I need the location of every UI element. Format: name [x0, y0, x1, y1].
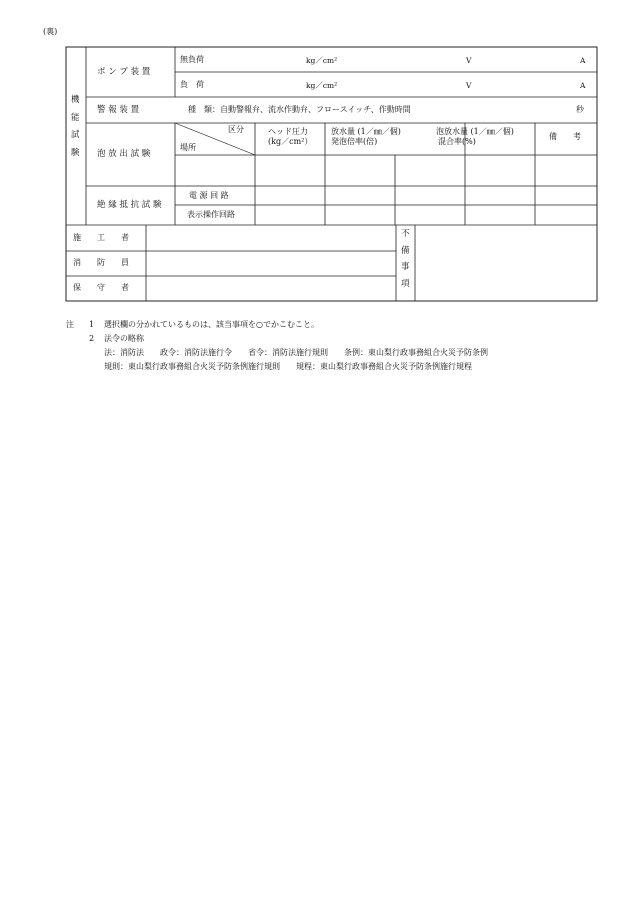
- insulation-label: 絶 縁 抵 抗 試 験: [97, 200, 162, 210]
- side-label: (裏): [43, 27, 58, 36]
- foam-header-foam-discharge-1: 泡放水量 (1／㎜／個): [436, 127, 514, 136]
- foam-header-foam-discharge-2: 混合率(%): [438, 137, 476, 146]
- function-test-label: 機 能 試 験: [71, 95, 80, 158]
- pump-noload-label: 無負荷: [180, 55, 204, 64]
- alarm-unit: 秒: [576, 105, 584, 114]
- fire-officer-label: 消 防 員: [73, 258, 129, 267]
- foam-header-pressure-1: ヘッド圧力: [268, 127, 308, 136]
- foam-header-basho: 場所: [180, 143, 196, 152]
- foam-header-discharge-1: 放水量 (1／㎜／個): [331, 127, 401, 136]
- pump-load-label: 負 荷: [180, 80, 204, 89]
- defects-label: 不 備 事 項: [401, 229, 410, 289]
- pump-noload-amp-unit: A: [580, 56, 586, 65]
- note-1-number: 1: [89, 320, 95, 329]
- note-1-text: 選択欄の分かれているものは、該当事項を○でかこむこと。: [104, 320, 319, 329]
- foam-header-discharge-2: 発泡倍率(倍): [331, 137, 378, 146]
- contractor-label: 施 工 者: [73, 233, 129, 242]
- note-2-number: 2: [89, 334, 95, 343]
- foam-header-kubun: 区分: [228, 125, 244, 134]
- foam-header-remarks: 備 考: [549, 132, 581, 141]
- insulation-display-circuit: 表示操作回路: [187, 210, 235, 219]
- abbreviations-line-2: 規則：東山梨行政事務組合火災予防条例施行規則 規程：東山梨行政事務組合火災予防条例施行規程: [104, 362, 472, 371]
- pump-load-amp-unit: A: [580, 81, 586, 90]
- pump-load-volt-unit: V: [466, 81, 472, 90]
- abbreviations-line-1: 法：消防法 政令：消防法施行令 省令：消防法施行規則 条例：東山梨行政事務組合火災予防条例: [104, 348, 488, 357]
- pump-noload-volt-unit: V: [466, 56, 472, 65]
- pump-label: ポ ン プ 装 置: [97, 67, 151, 77]
- alarm-text: 種 類：自動警報弁、流水作動弁、フロースイッチ、作動時間: [188, 105, 411, 114]
- pump-noload-pressure-unit: kg／cm²: [306, 56, 338, 65]
- maintainer-label: 保 守 者: [73, 283, 129, 292]
- alarm-label: 警 報 装 置: [97, 105, 140, 115]
- foam-label: 泡 放 出 試 験: [97, 149, 151, 159]
- insulation-power-circuit: 電 源 回 路: [189, 191, 229, 200]
- pump-load-pressure-unit: kg／cm²: [306, 81, 338, 90]
- foam-header-pressure-2: (kg／cm²）: [268, 137, 313, 146]
- note-2-text: 法令の略称: [104, 334, 144, 343]
- notes-prefix: 注: [66, 320, 74, 329]
